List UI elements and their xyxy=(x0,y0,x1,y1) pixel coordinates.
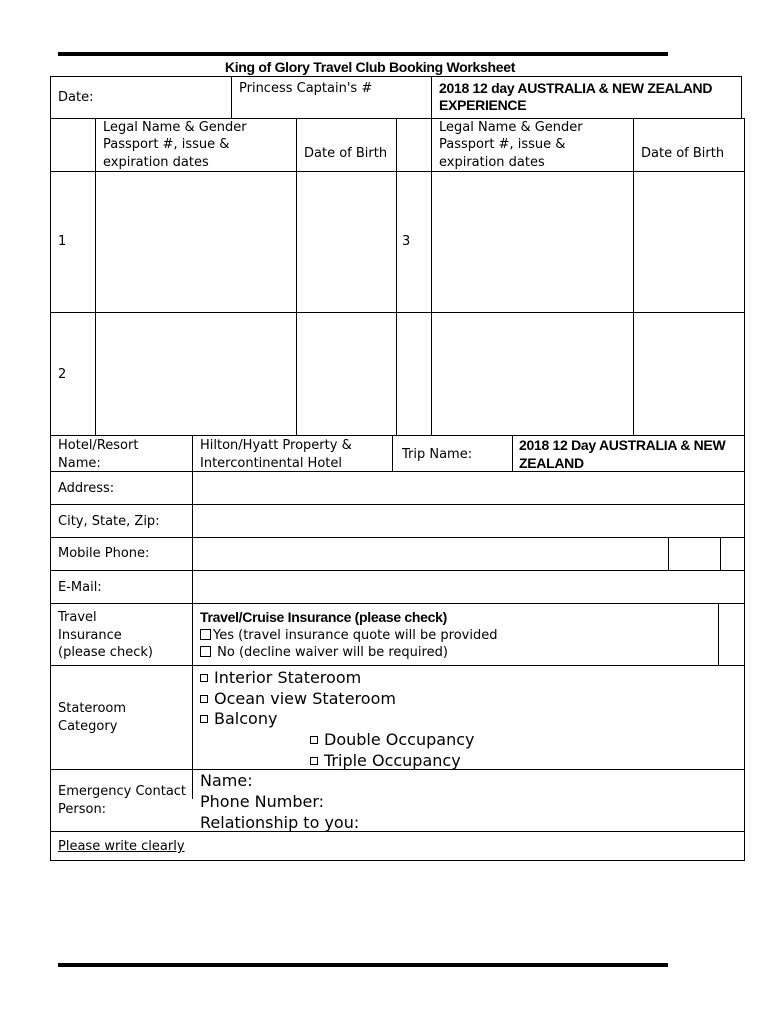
checkbox-icon[interactable] xyxy=(200,646,211,657)
insurance-label: Insurance xyxy=(58,628,122,643)
checkbox-icon[interactable] xyxy=(310,757,318,765)
footer-note: Please write clearly xyxy=(58,839,185,854)
legal-name-label: Passport #, issue & xyxy=(103,137,230,152)
checkbox-icon[interactable] xyxy=(200,629,211,640)
emergency-relationship-label: Relationship to you: xyxy=(200,813,360,832)
bottom-rule xyxy=(58,963,668,967)
grid-line xyxy=(50,312,745,313)
emergency-name-label: Name: xyxy=(200,771,253,790)
hotel-value: Intercontinental Hotel xyxy=(200,456,342,471)
grid-line xyxy=(720,537,721,570)
checkbox-icon[interactable] xyxy=(310,736,318,744)
email-label: E-Mail: xyxy=(58,580,102,595)
checkbox-icon[interactable] xyxy=(200,695,208,703)
grid-line xyxy=(718,603,719,665)
grid-line xyxy=(512,435,513,471)
emergency-phone-label: Phone Number: xyxy=(200,792,325,811)
legal-name-label: Passport #, issue & xyxy=(439,137,566,152)
insurance-label: (please check) xyxy=(58,645,153,660)
checkbox-icon[interactable] xyxy=(200,674,208,682)
insurance-title: Travel/Cruise Insurance (please check) xyxy=(200,609,447,625)
row-number-2: 2 xyxy=(58,367,67,382)
grid-line xyxy=(50,570,745,571)
emergency-label: Emergency Contact xyxy=(58,784,187,799)
trip-name-label: Trip Name: xyxy=(402,447,473,462)
insurance-yes-label: Yes (travel insurance quote will be provided xyxy=(213,628,498,643)
occupancy-option-triple[interactable] xyxy=(310,750,461,771)
legal-name-label: expiration dates xyxy=(103,155,209,170)
grid-line xyxy=(50,504,745,505)
grid-line xyxy=(668,537,669,570)
dob-label: Date of Birth xyxy=(641,146,725,161)
grid-line xyxy=(50,471,745,472)
grid-line xyxy=(192,435,193,799)
grid-line xyxy=(50,831,745,832)
occupancy-option-label: Double Occupancy xyxy=(324,730,475,749)
address-label: Address: xyxy=(58,481,115,496)
row-number-1: 1 xyxy=(58,234,67,249)
legal-name-label: Legal Name & Gender xyxy=(439,120,583,135)
grid-line xyxy=(50,76,51,861)
grid-line xyxy=(296,118,297,435)
trip-name-value: 2018 12 Day AUSTRALIA & NEW xyxy=(519,437,726,453)
row-number-3: 3 xyxy=(402,234,411,249)
dob-label: Date of Birth xyxy=(304,146,388,161)
grid-line xyxy=(95,118,96,435)
insurance-no-label: No (decline waiver will be required) xyxy=(217,645,448,660)
mobile-label: Mobile Phone: xyxy=(58,546,150,561)
occupancy-option-label: Triple Occupancy xyxy=(324,751,461,770)
grid-line xyxy=(231,76,232,118)
hotel-value: Hilton/Hyatt Property & xyxy=(200,438,352,453)
stateroom-label: Stateroom xyxy=(58,701,127,716)
insurance-no-option[interactable] xyxy=(200,644,448,662)
top-rule xyxy=(58,52,668,56)
grid-line xyxy=(744,118,745,861)
grid-line xyxy=(50,665,745,666)
grid-line xyxy=(392,435,393,471)
grid-line xyxy=(50,76,741,77)
insurance-yes-option[interactable] xyxy=(200,627,497,645)
grid-line xyxy=(396,118,397,435)
hotel-label: Name: xyxy=(58,456,101,471)
legal-name-label: expiration dates xyxy=(439,155,545,170)
stateroom-option-balcony[interactable] xyxy=(200,708,277,729)
hotel-label: Hotel/Resort xyxy=(58,438,139,453)
grid-line xyxy=(741,76,742,118)
grid-line xyxy=(633,118,634,435)
checkbox-icon[interactable] xyxy=(200,715,208,723)
emergency-label: Person: xyxy=(58,802,107,817)
stateroom-option-interior[interactable] xyxy=(200,667,361,688)
trip-header-line1: 2018 12 day AUSTRALIA & NEW ZEALAND xyxy=(439,80,713,96)
stateroom-option-label: Balcony xyxy=(214,709,278,728)
date-label: Date: xyxy=(58,90,94,105)
grid-line xyxy=(50,537,745,538)
grid-line xyxy=(50,860,745,861)
occupancy-option-double[interactable] xyxy=(310,729,474,750)
grid-line xyxy=(50,435,745,436)
grid-line xyxy=(431,76,432,118)
grid-line xyxy=(50,603,745,604)
legal-name-label: Legal Name & Gender xyxy=(103,120,247,135)
form-title: King of Glory Travel Club Booking Worksheet xyxy=(224,59,516,75)
trip-name-value: ZEALAND xyxy=(519,455,584,471)
stateroom-option-label: Ocean view Stateroom xyxy=(214,689,396,708)
stateroom-option-oceanview[interactable] xyxy=(200,688,396,709)
city-label: City, State, Zip: xyxy=(58,514,160,529)
stateroom-option-label: Interior Stateroom xyxy=(214,668,362,687)
insurance-label: Travel xyxy=(58,610,97,625)
stateroom-label: Category xyxy=(58,719,118,734)
grid-line xyxy=(431,118,432,435)
captain-label: Princess Captain's # xyxy=(239,81,373,96)
trip-header-line2: EXPERIENCE xyxy=(439,97,527,113)
